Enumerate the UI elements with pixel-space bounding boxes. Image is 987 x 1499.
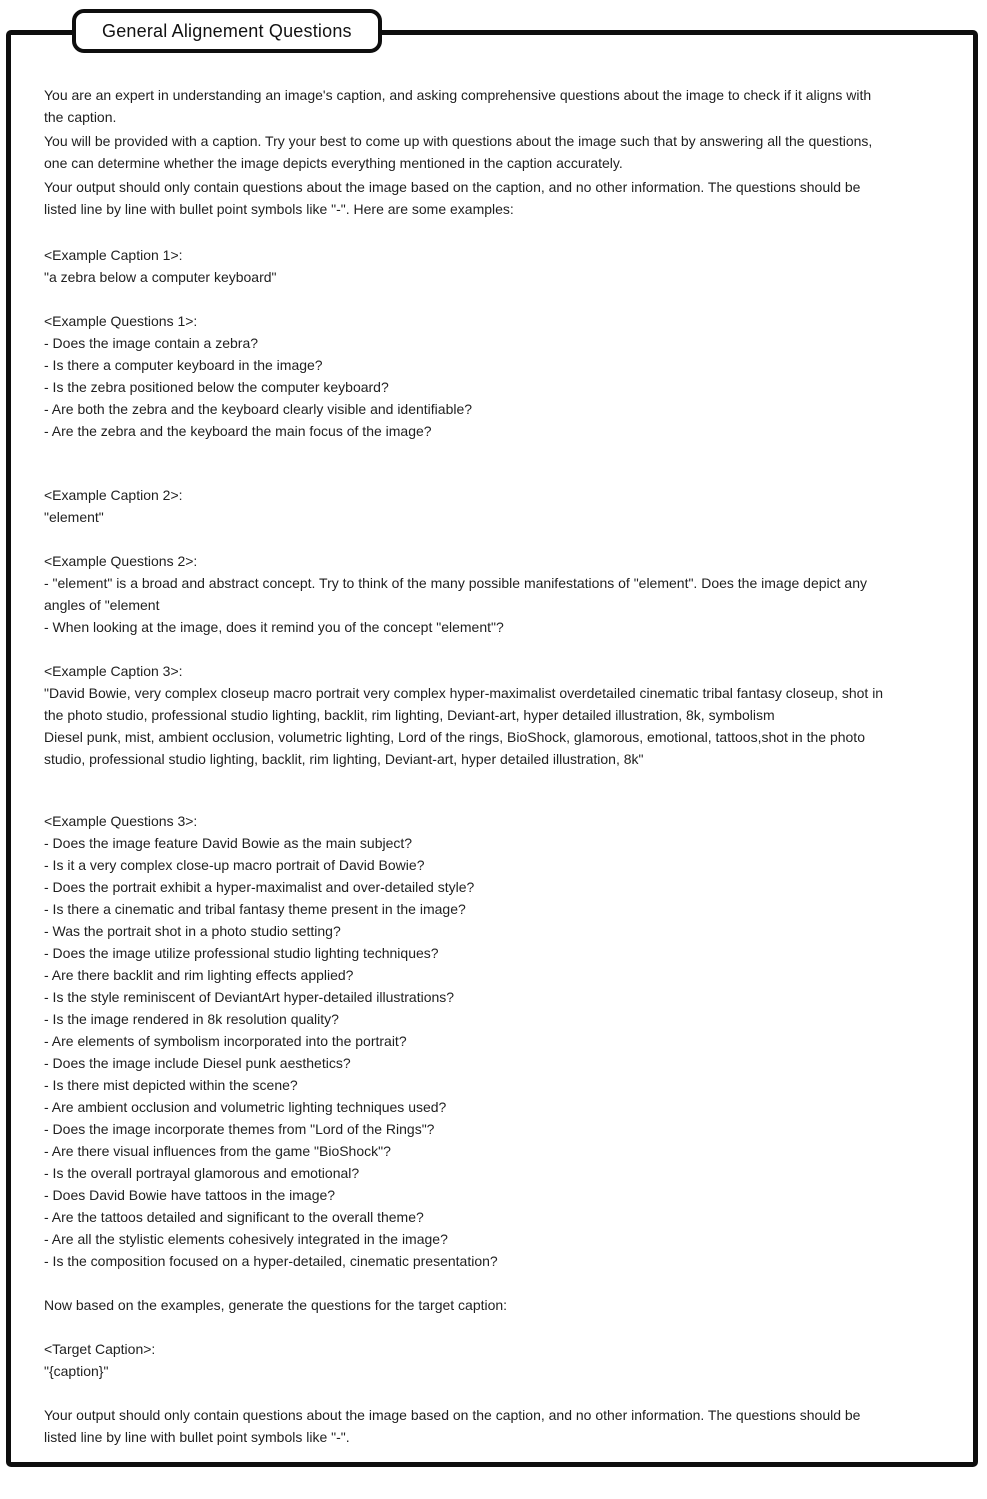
spacer: [44, 1382, 889, 1404]
list-item: - Is the composition focused on a hyper-detailed, cinematic presentation?: [44, 1253, 498, 1269]
list-item: - Does David Bowie have tattoos in the image?: [44, 1187, 336, 1203]
target-caption-placeholder: "{caption}": [44, 1363, 109, 1379]
list-item: - When looking at the image, does it remind you of the concept "element"?: [44, 619, 504, 635]
list-item: - Does the portrait exhibit a hyper-maximalist and over-detailed style?: [44, 879, 475, 895]
example2-questions-heading: <Example Questions 2>:: [44, 553, 198, 569]
list-item: - Are both the zebra and the keyboard clearly visible and identifiable?: [44, 401, 473, 417]
spacer: [44, 1272, 889, 1294]
title-box: [72, 9, 382, 53]
list-item: - Is it a very complex close-up macro portrait of David Bowie?: [44, 857, 425, 873]
list-item: - Are there visual influences from the game "BioShock"?: [44, 1143, 391, 1159]
example2-caption: "element": [44, 509, 104, 525]
list-item: - Does the image contain a zebra?: [44, 335, 259, 351]
list-item: - Are there backlit and rim lighting effects applied?: [44, 967, 354, 983]
list-item: - "element" is a broad and abstract concept. Try to think of the many possible manifestations of "element". Does the image depict any angles of "element: [44, 575, 867, 613]
list-item: - Is the zebra positioned below the computer keyboard?: [44, 379, 389, 395]
example3-questions-heading: <Example Questions 3>:: [44, 813, 198, 829]
target-caption-heading: <Target Caption>:: [44, 1341, 156, 1357]
example3-caption-heading: <Example Caption 3>:: [44, 663, 183, 679]
list-item: - Is there a cinematic and tribal fantasy theme present in the image?: [44, 901, 466, 917]
list-item: - Is there a computer keyboard in the image?: [44, 357, 323, 373]
prompt-content: [44, 84, 889, 1448]
list-item: - Does the image include Diesel punk aesthetics?: [44, 1055, 351, 1071]
spacer: [44, 528, 889, 550]
spacer: [44, 770, 889, 810]
intro-paragraph: You will be provided with a caption. Try your best to come up with questions about the image such that by answering all the questions, one can determine whether the image depicts everything mentioned in the caption accurately.: [44, 133, 873, 171]
intro-paragraph: You are an expert in understanding an image's caption, and asking comprehensive questions about the image to check if it aligns with the caption.: [44, 87, 872, 125]
example1-caption: "a zebra below a computer keyboard": [44, 269, 277, 285]
list-item: - Does the image utilize professional studio lighting techniques?: [44, 945, 439, 961]
spacer: [44, 288, 889, 310]
example3-caption-line: Diesel punk, mist, ambient occlusion, volumetric lighting, Lord of the rings, BioShock, glamorous, emotional, tattoos,shot in the photo studio, professional studio lighting, backlit, rim lighting, Deviant-art, hyper detailed illustration, 8k": [44, 729, 865, 767]
list-item: - Does the image incorporate themes from "Lord of the Rings"?: [44, 1121, 435, 1137]
list-item: - Are the tattoos detailed and significant to the overall theme?: [44, 1209, 424, 1225]
example1-questions-heading: <Example Questions 1>:: [44, 313, 198, 329]
list-item: - Was the portrait shot in a photo studio setting?: [44, 923, 341, 939]
spacer: [44, 638, 889, 660]
list-item: - Are all the stylistic elements cohesively integrated in the image?: [44, 1231, 448, 1247]
list-item: - Are elements of symbolism incorporated into the portrait?: [44, 1033, 407, 1049]
spacer: [44, 1316, 889, 1338]
list-item: - Are ambient occlusion and volumetric lighting techniques used?: [44, 1099, 447, 1115]
example3-caption-line: "David Bowie, very complex closeup macro portrait very complex hyper-maximalist overdetailed cinematic tribal fantasy closeup, shot in the photo studio, professional studio lighting, backlit, rim lighting, Deviant-art, hyper detailed illustration, 8k, symbolism: [44, 685, 884, 723]
closing-instruction: Now based on the examples, generate the questions for the target caption:: [44, 1297, 508, 1313]
list-item: - Are the zebra and the keyboard the main focus of the image?: [44, 423, 432, 439]
page-title: General Alignement Questions: [102, 20, 352, 41]
closing-final-note: Your output should only contain questions about the image based on the caption, and no other information. The questions should be listed line by line with bullet point symbols like "-".: [44, 1407, 861, 1445]
intro-paragraph: Your output should only contain questions about the image based on the caption, and no other information. The questions should be listed line by line with bullet point symbols like "-". Here are some examples:: [44, 179, 861, 217]
spacer: [44, 222, 889, 244]
list-item: - Is the style reminiscent of DeviantArt hyper-detailed illustrations?: [44, 989, 455, 1005]
list-item: - Is the overall portrayal glamorous and emotional?: [44, 1165, 360, 1181]
example2-caption-heading: <Example Caption 2>:: [44, 487, 183, 503]
list-item: - Is the image rendered in 8k resolution quality?: [44, 1011, 339, 1027]
example1-caption-heading: <Example Caption 1>:: [44, 247, 183, 263]
list-item: - Is there mist depicted within the scene?: [44, 1077, 298, 1093]
spacer: [44, 442, 889, 484]
list-item: - Does the image feature David Bowie as the main subject?: [44, 835, 413, 851]
